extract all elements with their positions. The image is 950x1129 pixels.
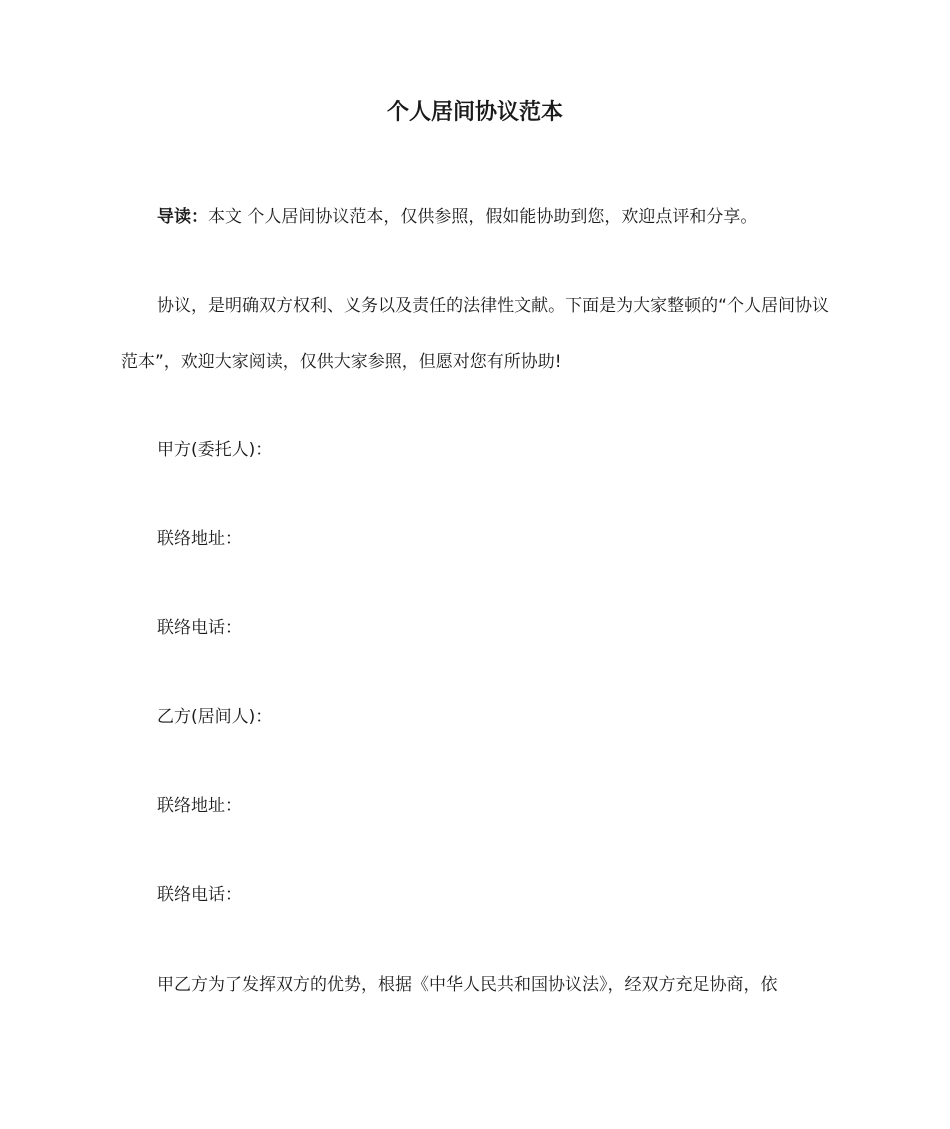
intro-paragraph	[121, 189, 829, 245]
document-title: 个人居间协议范本	[386, 100, 563, 125]
party-b-phone-label: 联络电话：	[157, 885, 242, 905]
intro-label: 导读：	[157, 207, 208, 227]
party-b-label: 乙方(居间人)：	[157, 707, 273, 727]
party-a-label: 甲方(委托人)：	[157, 440, 273, 460]
description-paragraph: 协议，是明确双方权利、义务以及责任的法律性文献。下面是为大家整顿的“个人居间协议范本”，欢迎大家阅读，仅供大家参照，但愿对您有所协助!	[121, 296, 829, 372]
intro-text: 本文 个人居间协议范本，仅供参照，假如能协助到您，欢迎点评和分享。	[208, 207, 758, 227]
party-b-address-label: 联络地址：	[157, 796, 242, 816]
party-a-phone-label: 联络电话：	[157, 618, 242, 638]
body-paragraph: 甲乙方为了发挥双方的优势，根据《中华人民共和国协议法》，经双方充足协商，依	[157, 975, 778, 995]
party-a-address-label: 联络地址：	[157, 529, 242, 549]
